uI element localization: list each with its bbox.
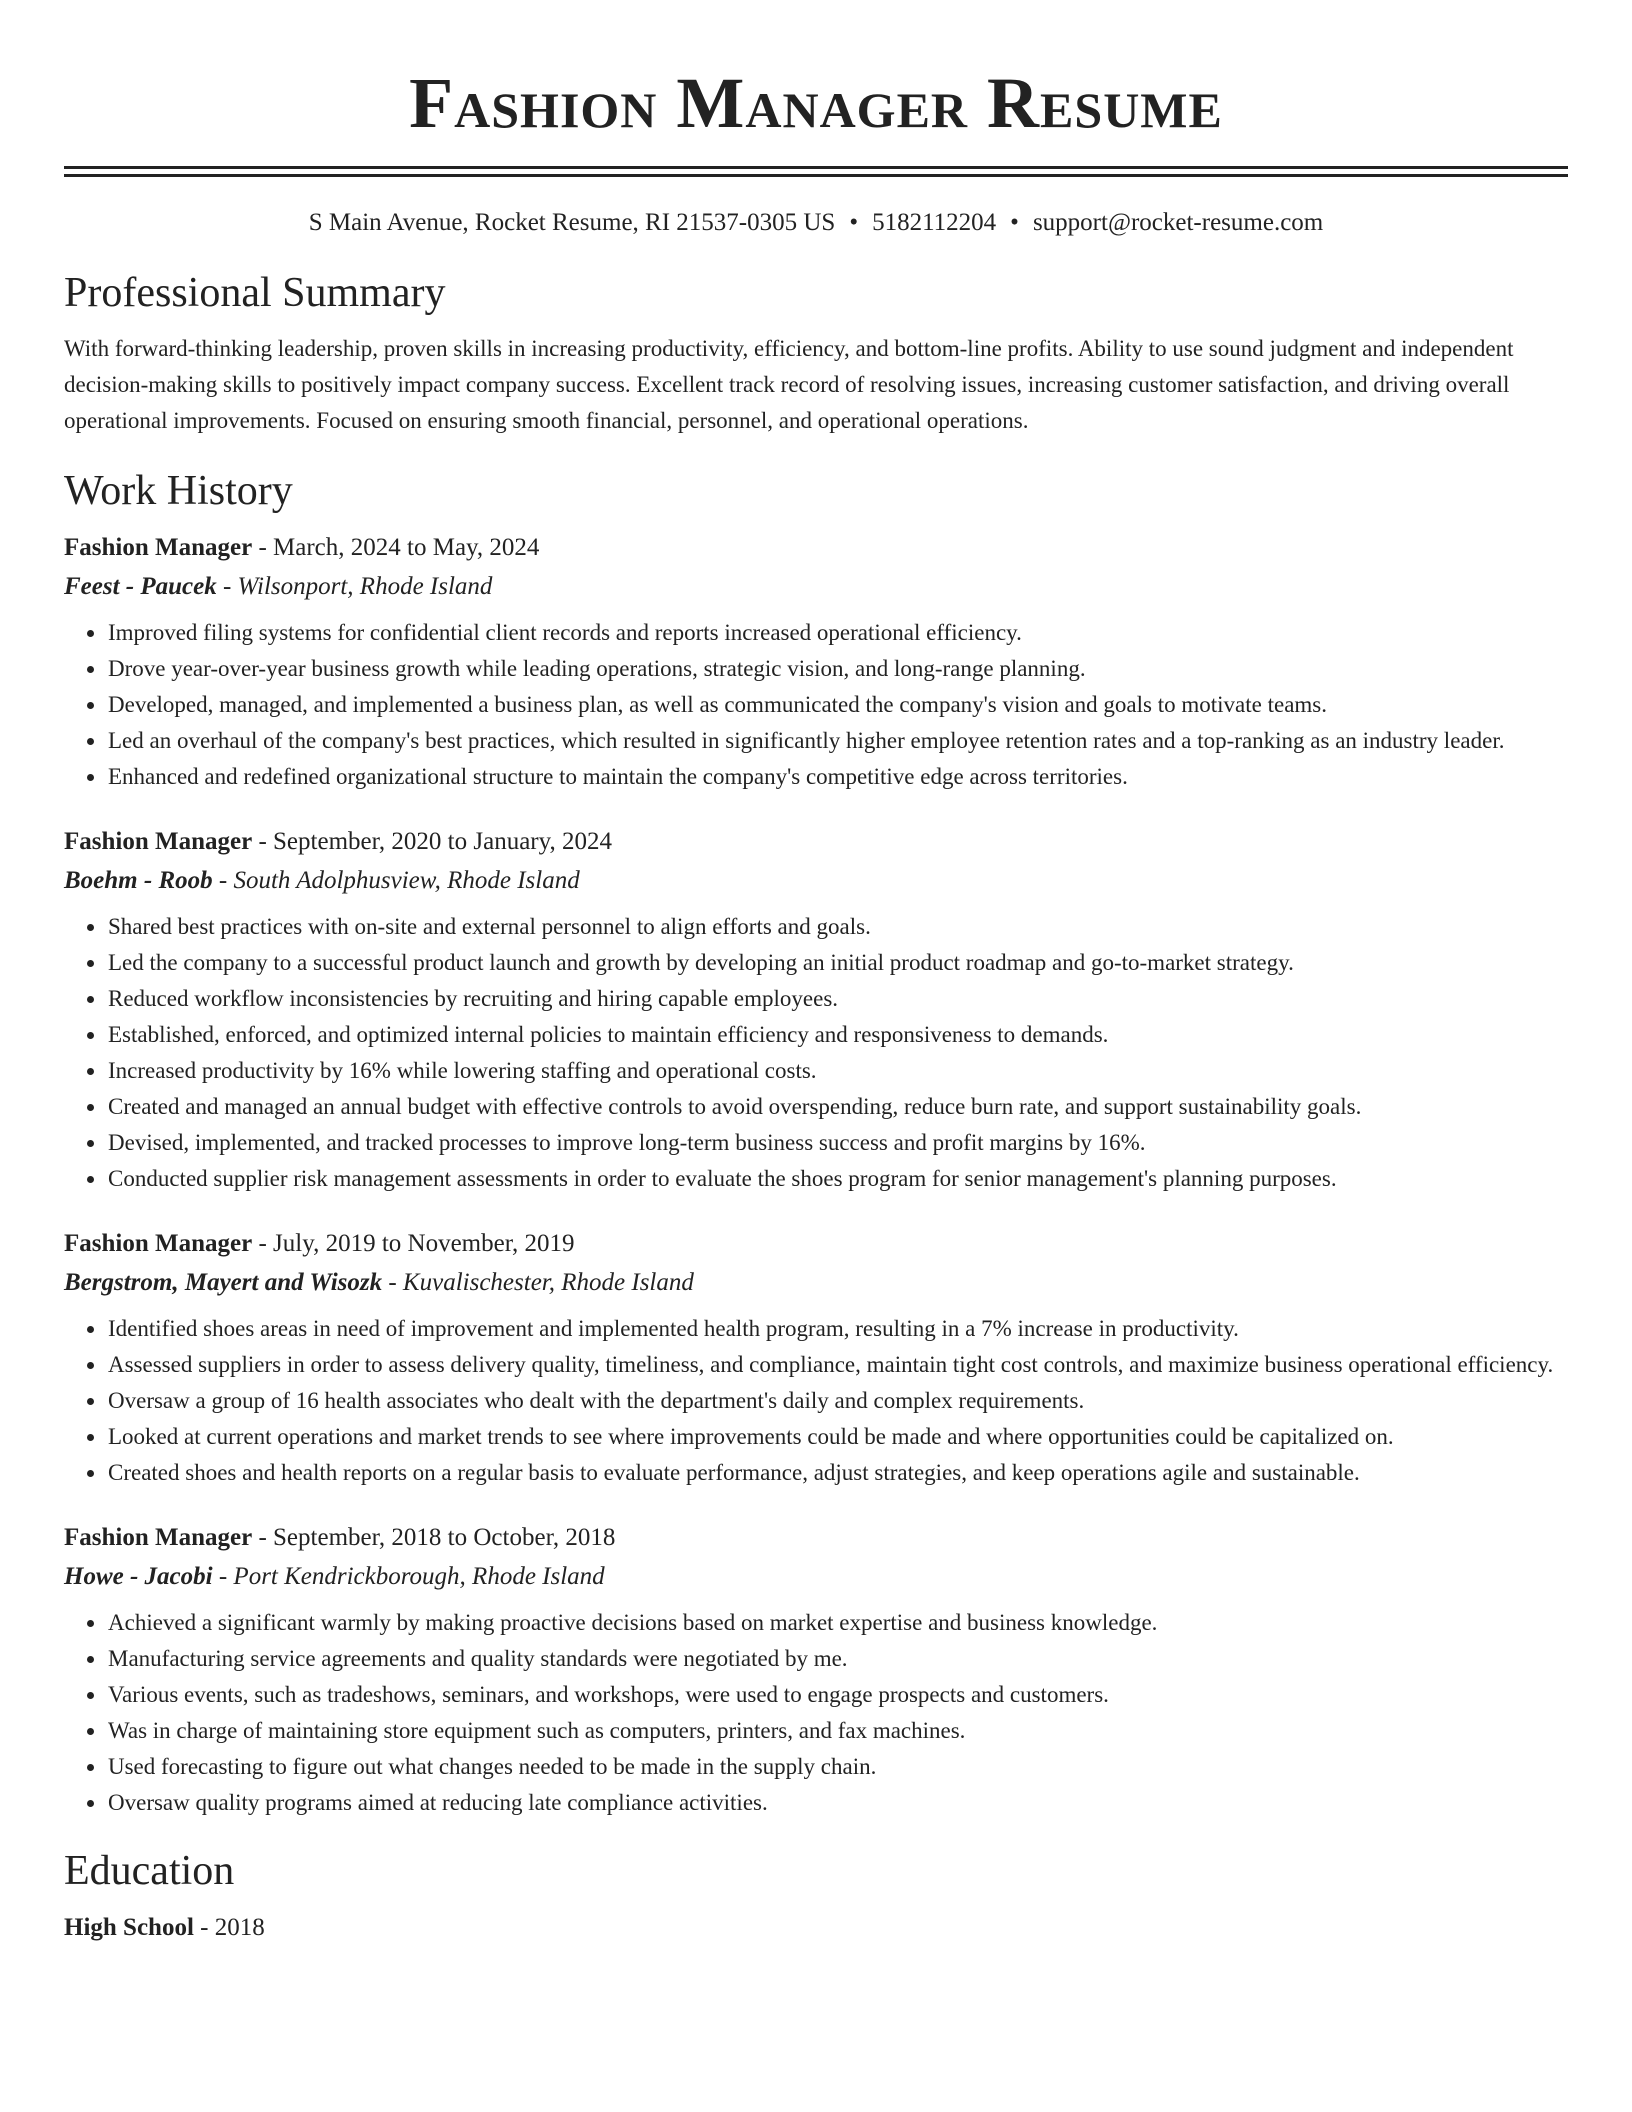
company-line bbox=[64, 567, 1568, 607]
company-location: - Port Kendrickborough, Rhode Island bbox=[212, 1563, 605, 1590]
title-divider bbox=[64, 166, 1568, 177]
contact-email[interactable]: support@rocket-resume.com bbox=[1032, 209, 1324, 236]
job-bullet: • Improved filing systems for confidential client records and reports increased operational efficiency. bbox=[107, 615, 1568, 651]
job-bullet: • Looked at current operations and market trends to see where improvements could be made and where opportunities could be capitalized on. bbox=[107, 1419, 1568, 1455]
job-bullet: • Conducted supplier risk management assessments in order to evaluate the shoes program for senior management's planning purposes. bbox=[107, 1161, 1568, 1197]
company-location: - Wilsonport, Rhode Island bbox=[216, 573, 493, 600]
contact-address: S Main Avenue, Rocket Resume, RI 21537-0305 US bbox=[308, 209, 836, 236]
company-name: Bergstrom, Mayert and Wisozk bbox=[64, 1269, 383, 1296]
job-entry bbox=[64, 823, 1568, 1197]
job-entry bbox=[64, 1519, 1568, 1821]
job-title-line bbox=[64, 1225, 1568, 1263]
company-name: Feest - Paucek bbox=[64, 573, 217, 600]
job-title-line bbox=[64, 823, 1568, 861]
job-bullet: • Reduced workflow inconsistencies by recruiting and hiring capable employees. bbox=[107, 981, 1568, 1017]
job-bullets bbox=[64, 615, 1568, 795]
company-location: - Kuvalischester, Rhode Island bbox=[382, 1269, 694, 1296]
job-bullet: • Increased productivity by 16% while lowering staffing and operational costs. bbox=[107, 1053, 1568, 1089]
job-bullet: • Led an overhaul of the company's best practices, which resulted in significantly higher employee retention rates and a top-ranking as an industry leader. bbox=[107, 723, 1568, 759]
job-bullet: • Identified shoes areas in need of improvement and implemented health program, resulting in a 7% increase in productivity. bbox=[107, 1311, 1568, 1347]
job-title: Fashion Manager bbox=[64, 1524, 253, 1551]
job-title: Fashion Manager bbox=[64, 828, 253, 855]
job-bullet: • Used forecasting to figure out what changes needed to be made in the supply chain. bbox=[107, 1749, 1568, 1785]
job-bullet: • Shared best practices with on-site and external personnel to align efforts and goals. bbox=[107, 909, 1568, 945]
job-bullets bbox=[64, 1605, 1568, 1821]
job-title: Fashion Manager bbox=[64, 534, 253, 561]
job-title-line bbox=[64, 529, 1568, 567]
job-bullet: • Established, enforced, and optimized internal policies to maintain efficiency and responsiveness to demands. bbox=[107, 1017, 1568, 1053]
contact-line bbox=[64, 205, 1568, 241]
company-name: Howe - Jacobi bbox=[64, 1563, 213, 1590]
company-location: - South Adolphusview, Rhode Island bbox=[212, 867, 580, 894]
company-line bbox=[64, 1557, 1568, 1597]
contact-separator: • bbox=[849, 209, 859, 236]
job-title: Fashion Manager bbox=[64, 1230, 253, 1257]
contact-phone: 5182112204 bbox=[872, 209, 997, 236]
education-degree: High School bbox=[64, 1914, 194, 1941]
job-bullet: • Developed, managed, and implemented a business plan, as well as communicated the company's vision and goals to motivate teams. bbox=[107, 687, 1568, 723]
job-bullet: • Manufacturing service agreements and quality standards were negotiated by me. bbox=[107, 1641, 1568, 1677]
job-bullet: • Was in charge of maintaining store equipment such as computers, printers, and fax machines. bbox=[107, 1713, 1568, 1749]
job-bullet: • Oversaw quality programs aimed at reducing late compliance activities. bbox=[107, 1785, 1568, 1821]
job-entry bbox=[64, 1225, 1568, 1491]
company-line bbox=[64, 1263, 1568, 1303]
job-bullet: • Created shoes and health reports on a regular basis to evaluate performance, adjust strategies, and keep operations agile and sustainable. bbox=[107, 1455, 1568, 1491]
work-history-heading: Work History bbox=[64, 468, 293, 514]
job-dates: - July, 2019 to November, 2019 bbox=[252, 1230, 575, 1257]
education-year: - 2018 bbox=[193, 1914, 265, 1941]
job-entry bbox=[64, 529, 1568, 795]
contact-separator: • bbox=[1010, 209, 1019, 236]
job-bullet: • Oversaw a group of 16 health associates who dealt with the department's daily and complex requirements. bbox=[107, 1383, 1568, 1419]
summary-heading: Professional Summary bbox=[64, 270, 446, 316]
job-bullets bbox=[64, 1311, 1568, 1491]
job-dates: - September, 2020 to January, 2024 bbox=[252, 828, 613, 855]
job-bullets bbox=[64, 909, 1568, 1197]
job-title-line bbox=[64, 1519, 1568, 1557]
job-bullet: • Led the company to a successful product launch and growth by developing an initial product roadmap and go-to-market strategy. bbox=[107, 945, 1568, 981]
job-dates: - September, 2018 to October, 2018 bbox=[252, 1524, 616, 1551]
company-name: Boehm - Roob bbox=[64, 867, 213, 894]
job-bullet: • Devised, implemented, and tracked processes to improve long-term business success and profit margins by 16%. bbox=[107, 1125, 1568, 1161]
job-bullet: • Created and managed an annual budget with effective controls to avoid overspending, reduce burn rate, and support sustainability goals. bbox=[107, 1089, 1568, 1125]
summary-text: With forward-thinking leadership, proven skills in increasing productivity, efficiency, and bottom-line profits. Ability to use sound judgment and independent decision-making skills to positively impact company success. Excellent track record of resolving issues, increasing customer satisfaction, and driving overall operational improvements. Focused on ensuring smooth financial, personnel, and operational operations. bbox=[64, 336, 1514, 433]
company-line bbox=[64, 861, 1568, 901]
job-bullet: • Enhanced and redefined organizational structure to maintain the company's competitive edge across territories. bbox=[107, 759, 1568, 795]
job-dates: - March, 2024 to May, 2024 bbox=[252, 534, 540, 561]
job-bullet: • Various events, such as tradeshows, seminars, and workshops, were used to engage prospects and customers. bbox=[107, 1677, 1568, 1713]
education-entry bbox=[64, 1909, 1568, 1947]
education-heading: Education bbox=[64, 1848, 235, 1894]
job-bullet: • Achieved a significant warmly by making proactive decisions based on market expertise and business knowledge. bbox=[107, 1605, 1568, 1641]
resume-title: Fashion Manager Resume bbox=[409, 63, 1223, 143]
job-bullet: • Drove year-over-year business growth while leading operations, strategic vision, and long-range planning. bbox=[107, 651, 1568, 687]
job-bullet: • Assessed suppliers in order to assess delivery quality, timeliness, and compliance, maintain tight cost controls, and maximize business operational efficiency. bbox=[107, 1347, 1568, 1383]
